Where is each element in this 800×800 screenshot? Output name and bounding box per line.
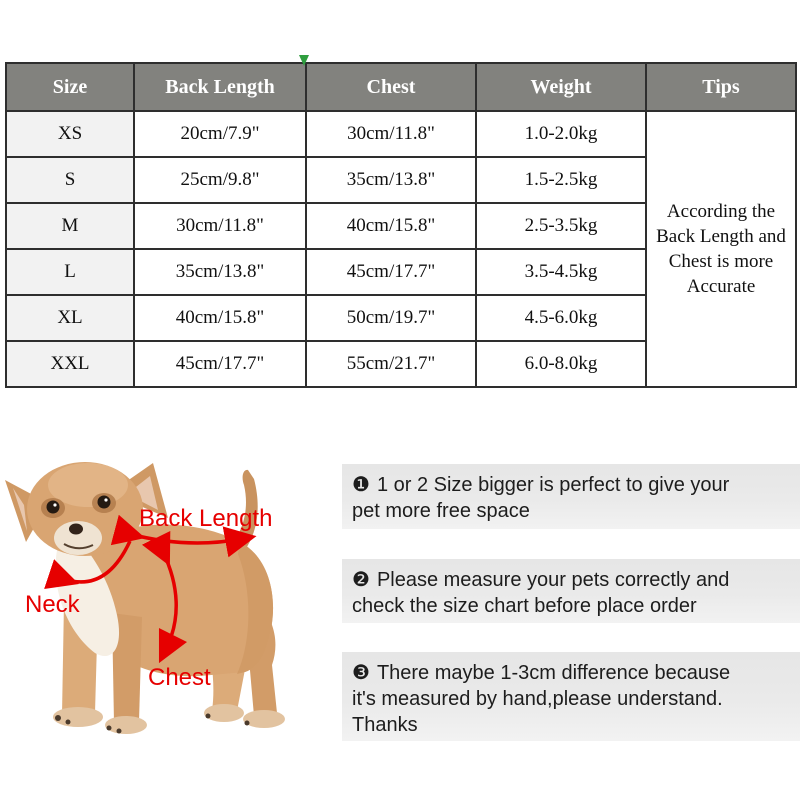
cell-size: XXL	[6, 341, 134, 387]
tips-merged-cell	[646, 111, 796, 387]
cell-weight: 4.5-6.0kg	[476, 295, 646, 341]
header-tips: Tips	[646, 63, 796, 111]
tips-line: Chest is more	[668, 251, 774, 272]
dog-paws	[53, 704, 285, 734]
note-3-bullet: ❸	[352, 660, 370, 684]
green-cursor-artifact	[299, 55, 309, 66]
cell-weight: 1.5-2.5kg	[476, 157, 646, 203]
cell-chest: 50cm/19.7"	[306, 295, 476, 341]
note-1	[342, 464, 800, 529]
note-2-bullet: ❷	[352, 567, 370, 591]
cell-weight: 2.5-3.5kg	[476, 203, 646, 249]
chest-label: Chest	[148, 664, 211, 691]
note-text: 1 or 2 Size bigger is perfect to give your	[376, 474, 730, 496]
cell-weight: 6.0-8.0kg	[476, 341, 646, 387]
cell-chest: 30cm/11.8"	[306, 111, 476, 157]
table-row	[6, 111, 796, 157]
note-line	[352, 471, 792, 498]
note-line: check the size chart before place order	[352, 595, 697, 617]
cell-chest: 55cm/21.7"	[306, 341, 476, 387]
note-line	[352, 566, 792, 593]
table-header-row	[6, 63, 796, 111]
note-line: it's measured by hand,please understand.	[352, 688, 723, 710]
dog-measurement-diagram	[0, 445, 345, 800]
tips-line: Back Length and	[656, 226, 786, 247]
cell-back-length: 20cm/7.9"	[134, 111, 306, 157]
cell-size: M	[6, 203, 134, 249]
cell-chest: 40cm/15.8"	[306, 203, 476, 249]
note-line	[352, 659, 792, 686]
cell-weight: 3.5-4.5kg	[476, 249, 646, 295]
cell-size: S	[6, 157, 134, 203]
cell-chest: 45cm/17.7"	[306, 249, 476, 295]
cell-size: L	[6, 249, 134, 295]
cell-back-length: 45cm/17.7"	[134, 341, 306, 387]
cell-back-length: 30cm/11.8"	[134, 203, 306, 249]
size-table	[5, 62, 797, 388]
cell-size: XL	[6, 295, 134, 341]
note-text: There maybe 1-3cm difference because	[376, 662, 731, 684]
tips-line: According the	[666, 201, 776, 222]
note-2	[342, 559, 800, 623]
cell-back-length: 25cm/9.8"	[134, 157, 306, 203]
note-line: pet more free space	[352, 500, 530, 522]
dog-photo	[0, 445, 345, 800]
header-back-length: Back Length	[134, 63, 306, 111]
note-text: Please measure your pets correctly and	[376, 569, 730, 591]
note-line: Thanks	[352, 714, 418, 736]
cell-back-length: 35cm/13.8"	[134, 249, 306, 295]
header-size: Size	[6, 63, 134, 111]
back-length-label: Back Length	[139, 505, 273, 532]
tips-line: Accurate	[686, 276, 756, 297]
header-weight: Weight	[476, 63, 646, 111]
cell-weight: 1.0-2.0kg	[476, 111, 646, 157]
header-chest: Chest	[306, 63, 476, 111]
note-3	[342, 652, 800, 741]
cell-size: XS	[6, 111, 134, 157]
note-1-bullet: ❶	[352, 472, 370, 496]
cell-chest: 35cm/13.8"	[306, 157, 476, 203]
neck-label: Neck	[25, 591, 80, 618]
cell-back-length: 40cm/15.8"	[134, 295, 306, 341]
